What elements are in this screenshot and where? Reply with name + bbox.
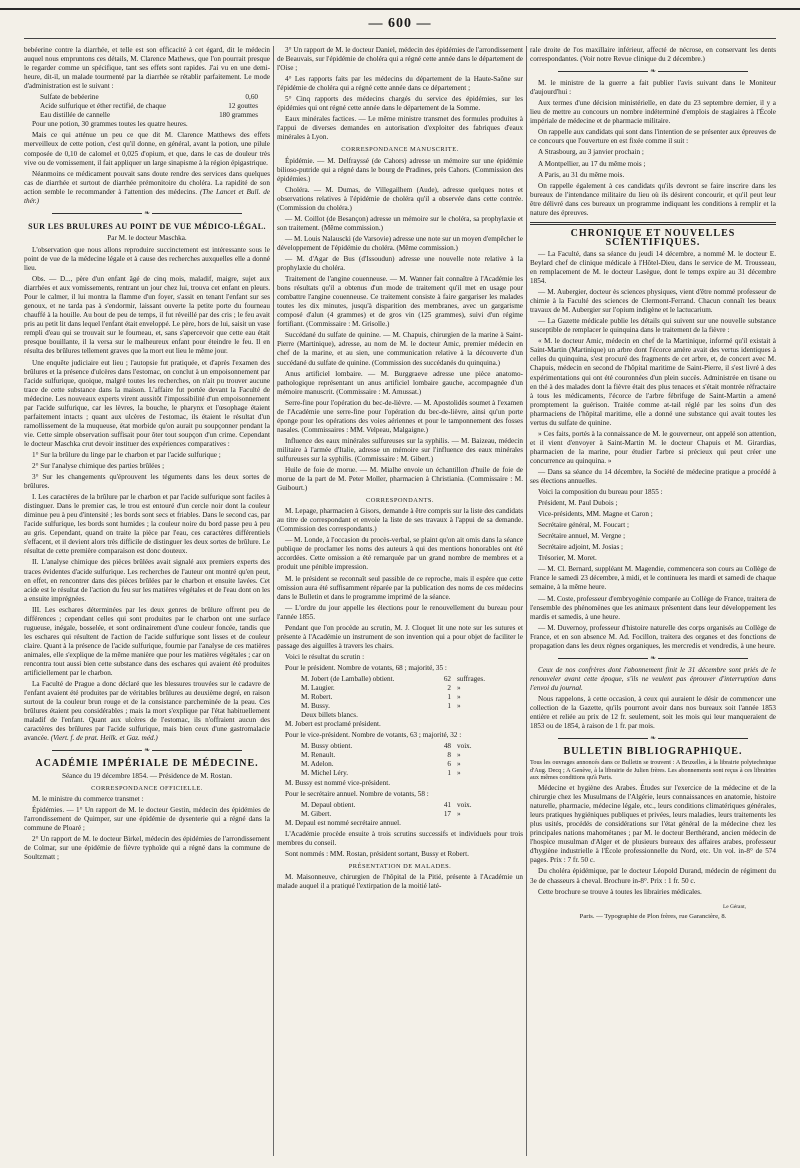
paragraph: — Dans sa séance du 14 décembre, la Société de médecine pratique a procédé à ses élections annuelles. (530, 467, 776, 486)
ornament-divider: ❧ (24, 209, 270, 218)
candidate-name: M. Depaul obtient. (301, 800, 356, 809)
subscription-notice: Ceux de nos confrères dont l'abonnement finit le 31 décembre sont priés de le renouveler avant cette époque, s'ils ne veulent pas éprouver d'interruption dans l'envoi du journal. (530, 665, 776, 692)
paragraph: 3° Un rapport de M. le docteur Daniel, médecin des épidémies de l'arrondissement de Beauvais, sur l'épidémie de choléra qui a régné cette année dans le département de l'Oise ; (277, 46, 523, 73)
paragraph: M. le ministre de la guerre a fait publier l'avis suivant dans le Moniteur d'aujourd'hui : (530, 79, 776, 97)
vote-row (277, 675, 523, 684)
paragraph: On rappelle également à ces candidats qu'ils devront se faire inscrire dans les bureaux de l'intendance militaire du lieu où ils désirent concourir, et qu'il peut leur être délivré dans ces bureaux un programme indiquant les conditions à remplir et la nature des épreuves. (530, 181, 776, 217)
paragraph (24, 170, 270, 206)
vote-table (277, 742, 523, 778)
paragraph: Mais ce qui atténue un peu ce que dit M. Clarence Matthews des effets merveilleux de cette potion, c'est qu'il donne, en général, avant la potion, une pilule composée de 0,10 de calomel et 0,025 d'opium, et que, dans le cas de douleur très vive ou de vomissement, il fait appliquer un large sinapisme à la région épigastrique. (24, 131, 270, 167)
vote-unit: voix. (457, 800, 472, 809)
paragraph: « M. le docteur Amic, médecin en chef de la Martinique, informé qu'il existait à Saint-Martin (Martinique) un arbre dont l'écorce amère avait des vertus identiques à celles du quinquina, s'est procuré des fragments de cet arbre, et, de concert avec M. Chapuis, médecin en second de l'hôpital maritime de Saint-Pierre, il s'est livré à des expérimentations qui ont été couronnées d'un plein succès. Administrée en tisane ou en thé à des malades dont la fièvre était des plus tenaces et s'était montrée réfractaire à tous les médicaments, l'écorce de l'arbre fébrifuge de Saint-Martin a amené promptement la guérison. Traitée comme at-tail réglé par les soins d'un des pharmaciens de l'hôpital maritime, elle a donné une substance qui avait toutes les vertus du sulfate de quinine. (530, 337, 776, 427)
vote-count (421, 711, 457, 720)
vote-table (277, 675, 523, 720)
paragraph: On rappelle aux candidats qui sont dans l'intention de se présenter aux épreuves de ce concours que l'ouverture en est fixée comme il suit : (530, 128, 776, 146)
article-byline: Par M. le docteur Maschka. (107, 233, 187, 242)
paragraph: L'observation que nous allons reproduire succinctement est intéressante sous le point de vue de la médecine légale et à cause des recherches auxquelles elle a donné lieu. (24, 245, 270, 273)
paragraph: 2° Un rapport de M. le docteur Birkel, médecin des épidémies de l'arrondissement de Colmar, sur une épidémie de fièvre typhoïde qui a régné dans la commune de Soultzmatt ; (24, 834, 270, 861)
vote-count: 8 (447, 751, 451, 760)
paragraph: — M. Cl. Bernard, suppléant M. Magendie, commencera son cours au Collège de France le samedi 23 décembre, à midi, et le continuera les mardi et samedi de chaque semaine, à la même heure. (530, 565, 776, 592)
vote-row (277, 760, 523, 769)
paragraph: Secrétaire général, M. Foucart ; (538, 521, 630, 530)
vote-row (277, 693, 523, 702)
rx-quantity: 0,60 (245, 93, 258, 102)
paragraph: M. Jobert est proclamé président. (285, 720, 381, 729)
paragraph: Eaux minérales factices. — Le même ministre transmet des formules produites à l'appui de diverses demandes en autorisation d'exploiter des fabriques d'eaux minérales à Lyon. (277, 115, 523, 142)
vote-row (277, 684, 523, 693)
vote-unit: » (457, 702, 461, 711)
paragraph: II. L'analyse chimique des pièces brûlées avait signalé aux premiers experts des traces évidentes d'acide sulfurique. Les recherches de l'auteur ont montré qu'en peut, en effet, en rencontrer dans des pièces brûlées par le charbon et ensuite lavées. Cet acide est le résultat de l'action du feu sur les matières végétales et de l'eau dont on les a ensuite imprégnées. (24, 558, 270, 603)
candidate-name: M. Michel Léry. (301, 769, 349, 778)
vote-count: 48 (443, 742, 451, 751)
paragraph: — La Gazette médicale publie les détails qui suivent sur une nouvelle substance susceptible de remplacer le quinquina dans le traitement de la fièvre : (530, 317, 776, 335)
candidate-name: M. Bussy obtient. (301, 742, 353, 751)
vote-count: 41 (443, 800, 451, 809)
prescription-line (24, 93, 270, 102)
prescription (24, 93, 270, 120)
paragraph: I. Les caractères de la brûlure par le charbon et par l'acide sulfurique sont faciles à distinguer. Dans le premier cas, le trou est entouré d'un cercle noir dont la couleur diminue peu à peu d'intensité ; les bords sont secs et friables. Dans le second cas, par l'acide sulfurique, les bords sont humides ; la couleur noire du bord passe peu à peu au gris. Cependant, quand on traite la pièce par l'eau, ces caractères différentiels s'effacent, et il devient alors très difficile de distinguer les deux sortes de brûlure. Le résultat de cette première comparaison est donc douteux. (24, 493, 270, 556)
paragraph: Du choléra épidémique, par le docteur Léopold Durand, médecin de régiment du 3e de chasseurs à cheval. Brochure in-8°. Prix : 1 fr. 50 c. (530, 867, 776, 885)
paragraph: 2° Sur l'analyse chimique des parties brûlées ; (32, 462, 165, 471)
paragraph: A Montpellier, au 17 du même mois ; (538, 159, 646, 168)
paragraph: Sont nommés : MM. Rostan, président sortant, Bussy et Robert. (285, 849, 469, 858)
paragraph: M. Depaul est nommé secrétaire annuel. (285, 818, 401, 827)
paragraph: — La Faculté, dans sa séance du jeudi 14 décembre, a nommé M. le docteur E. Beylard chef de clinique médicale à l'Hôtel-Dieu, dans le service de M. Trousseau, en remplacement de M. le docteur Lasègue, dont le temps expire au 31 décembre 1854. (530, 249, 776, 286)
paragraph: Traitement de l'angine couenneuse. — M. Wanner fait connaître à l'Académie les bons résultats qu'il a obtenus d'un mode de traitement qu'il met en usage pour combattre l'angine couenneuse. Ce traitement consiste à faire gargariser les malades toutes les dix minutes, jusqu'à disparition des membranes, avec un gargarisme composé d'alun (4 grammes) et de gros vin (125 grammes), suivi d'un régime fortifiant. (Commissaire : M. Grisolle.) (277, 275, 523, 329)
vote-count: 1 (447, 693, 451, 702)
paragraph: Vice-présidents, MM. Magne et Caron ; (538, 510, 653, 519)
section-title: CHRONIQUE ET NOUVELLES SCIENTIFIQUES. (570, 227, 736, 248)
source-citation: (The Lancet et Bull. de thér.) (24, 187, 270, 205)
paragraph: Anus artificiel lombaire. — M. Burggraeve adresse une pièce anatomo-pathologique représentant un anus artificiel lombaire gauche, accompagnée d'un mémoire manuscrit. (Commissaire : M. Amussat.) (277, 369, 523, 396)
paragraph: Huile de foie de morue. — M. Mialhe envoie un échantillon d'huile de foie de morue de la part de M. Peter Moller, pharmacien à Christiania. (Commissaire : M. Guibourt.) (277, 466, 523, 493)
paragraph: Épidémie. — M. Delfrayssé (de Cahors) adresse un mémoire sur une épidémie bilioso-putride qui a régné dans le bourg de Pradines, près Cahors. (Commission des épidémies.) (277, 156, 523, 183)
rx-ingredient: Sulfate de bebéerine (40, 93, 99, 102)
subheading: CORRESPONDANCE OFFICIELLE. (91, 784, 203, 792)
article-title: SUR LES BRULURES AU POINT DE VUE MÉDICO-LÉGAL. (28, 221, 266, 231)
vote-unit: » (457, 684, 461, 693)
paragraph: 4° Les rapports faits par les médecins du département de la Haute-Saône sur l'épidémie de choléra qui a régné cette année dans ce département ; (277, 75, 523, 93)
vote-row (277, 810, 523, 819)
paragraph: M. le ministre du commerce transmet : (32, 794, 144, 803)
bibliography-note: Tous les ouvrages annoncés dans ce Bulletin se trouvent : A Bruxelles, à la librairie polytechnique d'Aug. Decq ; A Genève, à la librairie de Julien frères. Les abonnements sont reçus à ces librairies aux mêmes conditions qu'à Paris. (530, 759, 776, 782)
paragraph: Voici le résultat du scrutin : (285, 652, 365, 661)
candidate-name: M. Renault. (301, 751, 336, 760)
vote-count: 17 (443, 809, 451, 818)
vote-count: 62 (443, 675, 451, 683)
paragraph: — M. Duvernoy, professeur d'histoire naturelle des corps organisés au Collège de France, et en son absence M. Ad. Focillon, traitera des organes et des fonctions de propagation dans les deux règnes organiques, les mercredis et vendredis, à une heure. (530, 623, 776, 650)
paragraph: — M. Aubergier, docteur ès sciences physiques, vient d'être nommé professeur de chimie à la Faculté des sciences de Clermont-Ferrand. Chacun connaît les beaux travaux de M. Aubergier sur l'opium indigène et le lactucarium. (530, 288, 776, 315)
header-rule (24, 38, 776, 39)
column-2 (277, 46, 523, 1158)
paragraph: Voici la composition du bureau pour 1855 : (538, 488, 663, 497)
printer-line: Paris. — Typographie de Plon frères, rue Garancière, 8. (579, 912, 727, 920)
paragraph: M. Maisonneuve, chirurgien de l'hôpital de la Pitié, présente à l'Académie un malade auquel il a pratiqué l'extirpation de la moitié laté- (277, 872, 523, 890)
paragraph: 5° Cinq rapports des médecins chargés du service des épidémies, sur les épidémies qui ont régné cette année dans le département de la Somme. (277, 95, 523, 113)
ornament-divider: ❧ (530, 654, 776, 663)
paragraph: Pour une potion, 30 grammes toutes les quatre heures. (32, 120, 188, 129)
paragraph: Secrétaire annuel, M. Vergne ; (538, 532, 626, 541)
paragraph: Obs. — D..., père d'un enfant âgé de cinq mois, maladif, maigre, sujet aux diarrhées et aux vomissements, rentrant un jour chez lui, trouva cet enfant en pleurs. Pour le calmer, il lui montra la flamme d'un foyer, s'assit en tenant l'enfant sur ses genoux, et ne tarda pas à s'endormir, laissant ouverte la petite porte du fourneau chauffé à la houille. Au bout de peu de temps, il fut réveillé par des cris ; le feu avait pris au petit lit dans lequel l'enfant était enveloppé. Le père, hors de lui, saisit un vase rempli d'eau qui se trouvait sur le fourneau, et, sans s'apercevoir que cette eau était presque bouillante, il la versa sur le malheureux enfant pour éteindre le feu. Il en résulta des brûlures tellement graves que la mort eut lieu le même jour. (24, 275, 270, 356)
paragraph: III. Les eschares déterminées par les deux genres de brûlure offrent peu de différences ; cependant celles qui sont produites par le charbon ont une surface rugueuse, inégale, bosselée, et sont ordinairement d'une couleur foncée, tandis que les eschares qui résultent de l'action de l'acide sulfurique sont lisses et de couleur claire. Quant à la présence de l'acide sulfurique, fournie par l'analyse de ces matières animales, elle s'explique de la même manière que pour les matières végétales ; car on rencontra tout aussi bien cette substance dans des eschares qui avaient été produites artificiellement par le charbon. (24, 605, 270, 678)
vote-row (277, 801, 523, 810)
vote-row (277, 769, 523, 778)
paragraph: L'Académie procède ensuite à trois scrutins successifs et individuels pour trois membres du conseil. (277, 829, 523, 847)
paragraph: — M. Coillot (de Besançon) adresse un mémoire sur le choléra, sa prophylaxie et son traitement. (Même commission.) (277, 214, 523, 232)
vote-row (277, 751, 523, 760)
source-citation: (Viert. f. de prat. Heilk. et Gaz. méd.) (50, 734, 158, 743)
paragraph: M. Bussy est nommé vice-président. (285, 778, 391, 787)
subheading: CORRESPONDANTS. (365, 497, 435, 505)
section-title: ACADÉMIE IMPÉRIALE DE MÉDECINE. (35, 758, 259, 770)
paragraph: — M. Louis Nalauscki (de Varsovie) adresse une note sur un moyen d'empêcher le développement de l'épidémie du choléra. (Même commission.) (277, 234, 523, 252)
vote-row (277, 711, 523, 720)
paragraph: Choléra. — M. Dumas, de Villegailhem (Aude), adresse quelques notes et observations relatives à l'épidémie de choléra qu'il a observée dans cette contrée. (Commission du choléra.) (277, 185, 523, 212)
candidate-name: Deux billets blancs. (301, 711, 358, 720)
paragraph: bebéerine contre la diarrhée, et telle est son efficacité à cet égard, dit le médecin auquel nous empruntons ces détails, M. Clarence Mathews, que l'on pourrait presque le regarder comme un spécifique, tant ses effets sont rapides. J'ai vu en une demi-heure, dit-il, un malade tourmenté par la diarrhée se rétablir parfaitement. Le mode d'administration est le suivant : (24, 46, 270, 91)
paragraph: 3° Sur les changements qu'éprouvent les téguments dans les deux sortes de brûlures. (24, 473, 270, 491)
paragraph: Secrétaire adjoint, M. Josias ; (538, 543, 624, 552)
vote-count: 2 (447, 684, 451, 693)
paragraph: Succédané du sulfate de quinine. — M. Chapuis, chirurgien de la marine à Saint-Pierre (Martinique), adresse, au nom de M. le docteur Amic, premier médecin en chef de la marine, et au sien, une communication relative à la découverte d'un succédané du sulfate de quinine. (Commission des succédanés du quinquina.) (277, 331, 523, 367)
paragraph: Une enquête judiciaire eut lieu ; l'autopsie fut pratiquée, et d'après l'examen des brûlures et la présence d'ulcères dans l'estomac, on conclut à un empoisonnement par l'acide sulfurique, quoique, malgré toutes les recherches, on n'ait pu trouver aucune trace de cette substance dans la maison. L'affaire fut portée devant la Faculté de médecine. Les nouveaux experts virent aussitôt l'impossibilité d'un empoisonnement par l'acide sulfurique, car les lèvres, la bouche, le pharynx et l'œsophage étaient parfaitement intacts ; quant aux ulcères de l'estomac, ils étaient le résultat d'un ramollissement de la muqueuse, état morbide qu'on aurait pu soupçonner pendant la vie. Cette simple observation suffisait pour ôter tout soupçon d'un crime. Cependant le docteur Maschka crut devoir instituer des expériences comparatives : (24, 358, 270, 448)
prescription-line (24, 111, 270, 120)
rx-ingredient: Acide sulfurique et éther rectifié, de chaque (40, 102, 166, 111)
candidate-name: M. Bussy. (301, 702, 330, 711)
paragraph: M. Lepage, pharmacien à Gisors, demande à être compris sur la liste des candidats au titre de correspondant et envoie la liste de ses travaux à l'appui de sa demande. (Commission des correspondants.) (277, 507, 523, 534)
vote-count: 1 (447, 769, 451, 778)
paragraph: Serre-fine pour l'opération du bec-de-lièvre. — M. Apostolidès soumet à l'examen de l'Académie une serre-fine pour l'opération du bec-de-lièvre, ainsi qu'un porte éponge pour les opérations des voies aériennes et pour le tamponnement des fosses nasales. (Commissaires : MM. Velpeau, Malgaigne.) (277, 398, 523, 434)
vote-unit: » (457, 693, 461, 702)
vote-unit: » (457, 769, 461, 778)
candidate-name: M. Gibert. (301, 809, 332, 818)
column-divider-1 (273, 46, 274, 1156)
session-line: Séance du 19 décembre 1854. — Présidence de M. Rostan. (61, 771, 233, 780)
subheading: CORRESPONDANCE MANUSCRITE. (341, 146, 459, 154)
vote-count: 1 (447, 702, 451, 711)
manager-signature: Le Gérant, (722, 903, 746, 910)
paragraph: Pour le secrétaire annuel. Nombre de votants, 58 : (285, 789, 429, 798)
paragraph: Pour le président. Nombre de votants, 68 ; majorité, 35 : (285, 663, 447, 672)
paragraph: Médecine et hygiène des Arabes. Études sur l'exercice de la médecine et de la chirurgie chez les Musulmans de l'Algérie, leurs connaissances en anatomie, histoire naturelle, pharmacie, médecine légale, etc., leurs conditions climatériques générales, leurs pratiques hygiéniques publiques et privées, leurs maladies, leurs traitements les plus usités, procédés de considérations sur l'état général de la médecine chez les principales nations mahométanes ; par M. le docteur Berthérand, ancien médecin de l'hospice musulman d'Alger et de plusieurs bureaux des affaires arabes, professeur d'hygiène industrielle à l'École professionnelle du Nord, etc. Un vol. in-8° de 574 pages. Prix : 7 fr. 50 c. (530, 784, 776, 865)
paragraph: » Ces faits, portés à la connaissance de M. le gouverneur, ont appelé son attention, et il vient d'envoyer à Saint-Martin M. le docteur Chapuis et M. Girardias, pharmacien de la marine, pour étudier l'arbre si précieux qui peut créer une concurrence au quinquina. » (530, 429, 776, 465)
paragraph: — M. d'Agar de Bus (d'Issoudun) adresse une nouvelle note relative à la prophylaxie du choléra. (277, 254, 523, 273)
rx-quantity: 12 gouttes (228, 102, 258, 111)
paragraph: Épidémies. — 1° Un rapport de M. le docteur Gestin, médecin des épidémies de l'arrondissement de Quimper, sur une épidémie de dysenterie qui a régné dans la commune de Ploaré ; (24, 805, 270, 832)
section-title: BULLETIN BIBLIOGRAPHIQUE. (563, 746, 743, 758)
paragraph: Cette brochure se trouve à toutes les librairies médicales. (538, 887, 702, 896)
paragraph: Pendant que l'on procède au scrutin, M. J. Cloquet lit une note sur les sutures et présente à l'Académie un instrument de son invention qui a pour objet de faciliter le passage des aiguilles à travers les chairs. (277, 623, 523, 650)
paragraph: — L'ordre du jour appelle les élections pour le renouvellement du bureau pour l'année 1855. (277, 603, 523, 621)
paragraph (24, 680, 270, 743)
paragraph: M. le président se reconnaît seul passible de ce reproche, mais il espère que cette omission aura été suffisamment réparée par la publication des noms de ces médecins dans le Bulletin et dans le programme imprimé de la séance. (277, 574, 523, 601)
vote-row (277, 702, 523, 711)
subheading: PRÉSENTATION DE MALADES. (348, 862, 452, 870)
paragraph: — M. Coste, professeur d'embryogénie comparée au Collège de France, traitera de l'ensemble des phénomènes que les animaux présentent dans leur développement les mardis et samedis, à une heure. (530, 594, 776, 621)
paragraph: 1° Sur la brûlure du linge par le charbon et par l'acide sulfurique ; (32, 450, 221, 459)
vote-unit: voix. (457, 742, 472, 751)
section-rule (530, 222, 776, 225)
vote-table (277, 801, 523, 819)
page-number: — 600 — (368, 16, 432, 31)
paragraph: Influence des eaux minérales sulfureuses sur la syphilis. — M. Baizeau, médecin militaire à l'armée d'Italie, adresse un mémoire sur l'influence des eaux minérales sulfureuses sur la syphilis. (Commissaire : M. Gibert.) (277, 436, 523, 463)
paragraph: A Paris, au 31 du même mois. (538, 170, 625, 179)
vote-unit: » (457, 760, 461, 769)
vote-unit: » (457, 809, 461, 818)
candidate-name: M. Laugier. (301, 684, 335, 693)
vote-unit: suffrages. (457, 675, 486, 683)
imprint (530, 903, 776, 921)
ornament-divider: ❧ (530, 67, 776, 76)
prescription-line (24, 102, 270, 111)
top-border-line (0, 8, 800, 10)
ornament-divider: ❧ (530, 734, 776, 743)
column-1 (24, 46, 270, 1158)
paragraph: Pour le vice-président. Nombre de votants, 63 ; majorité, 32 : (285, 731, 462, 740)
candidate-name: M. Jobert (de Lamballe) obtient. (301, 675, 395, 683)
paragraph: Aux termes d'une décision ministérielle, en date du 23 septembre dernier, il y a lieu de mettre au concours un nombre indéterminé d'emplois de stagiaires à l'École impériale de médecine et de pharmacie militaire. (530, 99, 776, 126)
vote-row (277, 742, 523, 751)
paragraph: A Strasbourg, au 3 janvier prochain ; (538, 148, 644, 157)
rx-ingredient: Eau distillée de cannelle (40, 111, 111, 120)
paragraph: — M. Londe, à l'occasion du procès-verbal, se plaint qu'on ait omis dans la séance publique de proclamer les noms des auteurs à qui des mentions honorables ont été accordées. Cette omission a été remarquée par un grand nombre de membres et a produit une pénible impression. (277, 536, 523, 572)
candidate-name: M. Adelon. (301, 760, 334, 769)
paragraph: Nous rappelons, à cette occasion, à ceux qui auraient le désir de commencer une collection de la Gazette, qu'ils pourront avoir dans nos bureaux soit l'année 1853 entière et reliée au prix de 12 fr. seulement, soit les mois qui leur manqueraient de 1853 ou de 1854, à raison de 1 fr. par mois. (530, 695, 776, 731)
paragraph: rale droite de l'os maxillaire inférieur, affecté de nécrose, en conservant les dents correspondantes. (Voir notre Revue clinique du 2 décembre.) (530, 46, 776, 64)
rx-quantity: 180 grammes (219, 111, 258, 120)
paragraph-text: La Faculté de Prague a donc déclaré que les blessures trouvées sur le cadavre de l'enfant avaient été produites par de véritables brûlures au deuxième degré, en raison surtout de la couleur brun rouge et de la consistance parcheminée de la peau. Ces brûlures étaient peu considérables ; mais la mort s'explique par l'état habituellement maladif de l'enfant. Quant aux ulcères de l'estomac, ils n'offraient aucun des caractères des brûlures par l'acide sulfurique, mais bien ceux d'une gastromalacie avancée. (24, 680, 270, 743)
vote-unit: » (457, 751, 461, 760)
vote-count: 6 (447, 760, 451, 769)
ornament-divider: ❧ (24, 746, 270, 755)
column-divider-2 (526, 46, 527, 1156)
column-3 (530, 46, 776, 1158)
paragraph: Trésorier, M. Moret. (538, 554, 597, 563)
paragraph-text: Néanmoins ce médicament pouvait sans doute rendre des services dans quelques cas de diarrhée et surtout de diarrhée prémonitoire du choléra. La rapidité de son action semble le recommander à l'attention des médecins. (24, 169, 270, 196)
paragraph: Président, M. Paul Dubois ; (538, 499, 618, 508)
candidate-name: M. Robert. (301, 693, 333, 702)
